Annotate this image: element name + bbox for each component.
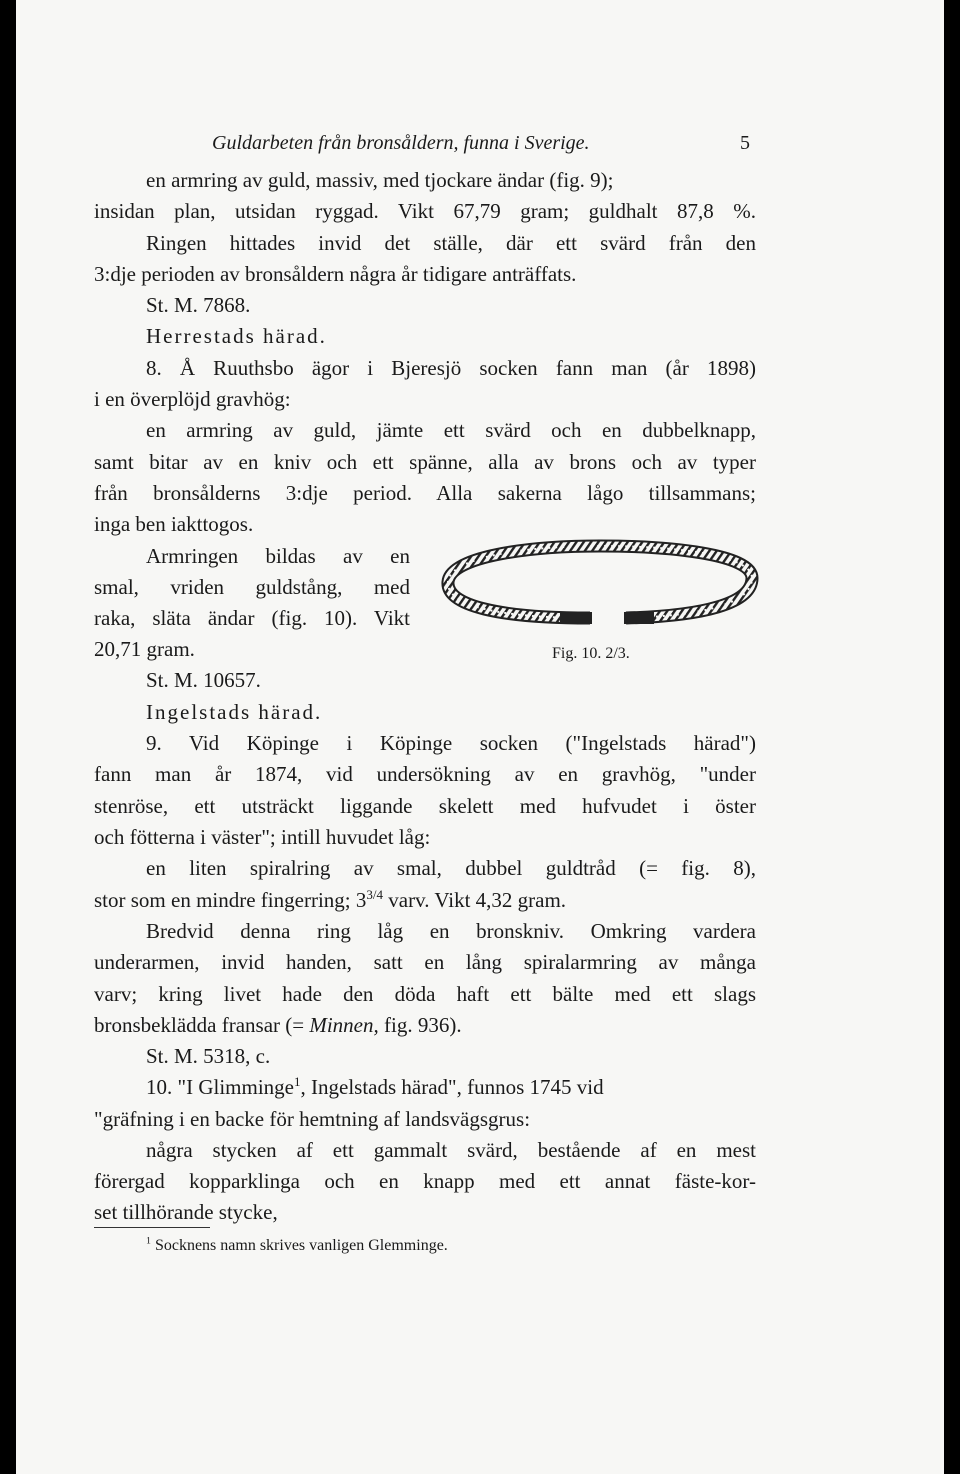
italic-reference: Minnen, <box>309 1013 379 1037</box>
section-heading: Herrestads härad. <box>146 324 327 348</box>
fraction: 3/4 <box>366 887 384 902</box>
running-header-title: Guldarbeten från bronsåldern, funna i Sverige. <box>212 132 590 154</box>
text-line: fann man år 1874, vid undersökning av en gravhög, "under <box>94 762 756 786</box>
text-line: en armring av guld, massiv, med tjockare ändar (fig. 9); <box>146 168 614 192</box>
text-line: 8. Å Ruuthsbo ägor i Bjeresjö socken fann man (år 1898) <box>146 356 756 380</box>
text-line: varv; kring livet hade den döda haft ett bälte med ett slags <box>94 982 756 1006</box>
text-line: en armring av guld, jämte ett svärd och en dubbelknapp, <box>146 418 756 442</box>
text-line: 9. Vid Köpinge i Köpinge socken ("Ingelstads härad") <box>146 731 756 755</box>
text-line: "gräfning i en backe för hemtning af landsvägsgrus: <box>94 1107 531 1131</box>
text-line: en liten spiralring av smal, dubbel guldtråd (= fig. 8), <box>146 856 756 880</box>
text-line: 3:dje perioden av bronsåldern några år tidigare anträffats. <box>94 262 577 286</box>
text-line: underarmen, invid handen, satt en lång spiralarmring av många <box>94 950 756 974</box>
text-fragment: bronsbeklädda fransar (= <box>94 1013 310 1037</box>
text-fragment: 10. "I Glimminge <box>146 1075 294 1099</box>
text-line: några stycken af ett gammalt svärd, bestående af en mest <box>146 1138 756 1162</box>
text-line: Ringen hittades invid det ställe, där ett svärd från den <box>146 231 756 255</box>
armring-figure <box>440 536 760 640</box>
text-line: set tillhörande stycke, <box>94 1200 278 1224</box>
text-line <box>94 1010 756 1040</box>
text-line: insidan plan, utsidan ryggad. Vikt 67,79 gram; guldhalt 87,8 %. <box>94 199 756 223</box>
text-line: St. M. 7868. <box>146 293 251 317</box>
text-line <box>146 1072 808 1102</box>
section-heading: Ingelstads härad. <box>146 700 323 724</box>
footnote-marker: 1 <box>293 1074 301 1089</box>
footnote-marker: 1 <box>146 1235 151 1247</box>
text-fragment: varv. Vikt 4,32 gram. <box>383 888 567 912</box>
text-line: från bronsålderns 3:dje period. Alla sakerna lågo tillsammans; <box>94 481 756 505</box>
footnote-rule <box>94 1227 210 1228</box>
text-line: förergad kopparklinga och en knapp med ett annat fäste-kor- <box>94 1169 756 1193</box>
text-line: inga ben iakttogos. <box>94 512 254 536</box>
text-line: smal, vriden guldstång, med <box>94 575 410 599</box>
text-fragment: , Ingelstads härad", funnos 1745 vid <box>300 1075 604 1099</box>
footnote <box>146 1234 448 1258</box>
text-line: 20,71 gram. <box>94 637 195 661</box>
text-line: samt bitar av en kniv och ett spänne, alla av brons och av typer <box>94 450 756 474</box>
text-line: Bredvid denna ring låg en bronskniv. Omkring vardera <box>146 919 756 943</box>
text-fragment: stor som en mindre fingerring; 3 <box>94 888 367 912</box>
text-line <box>94 885 756 915</box>
figure-caption: Fig. 10. 2/3. <box>552 645 630 662</box>
text-line: St. M. 5318, c. <box>146 1044 271 1068</box>
text-line: raka, släta ändar (fig. 10). Vikt <box>94 606 410 630</box>
text-line: Armringen bildas av en <box>146 544 410 568</box>
page-number: 5 <box>740 132 750 154</box>
footnote-text: Socknens namn skrives vanligen Glemminge. <box>150 1237 448 1254</box>
text-line: stenröse, ett utsträckt liggande skelett med hufvudet i öster <box>94 794 756 818</box>
text-line: i en överplöjd gravhög: <box>94 387 291 411</box>
text-line: St. M. 10657. <box>146 668 261 692</box>
text-line: och fötterna i väster"; intill huvudet låg: <box>94 825 431 849</box>
text-fragment: fig. 936). <box>378 1013 462 1037</box>
